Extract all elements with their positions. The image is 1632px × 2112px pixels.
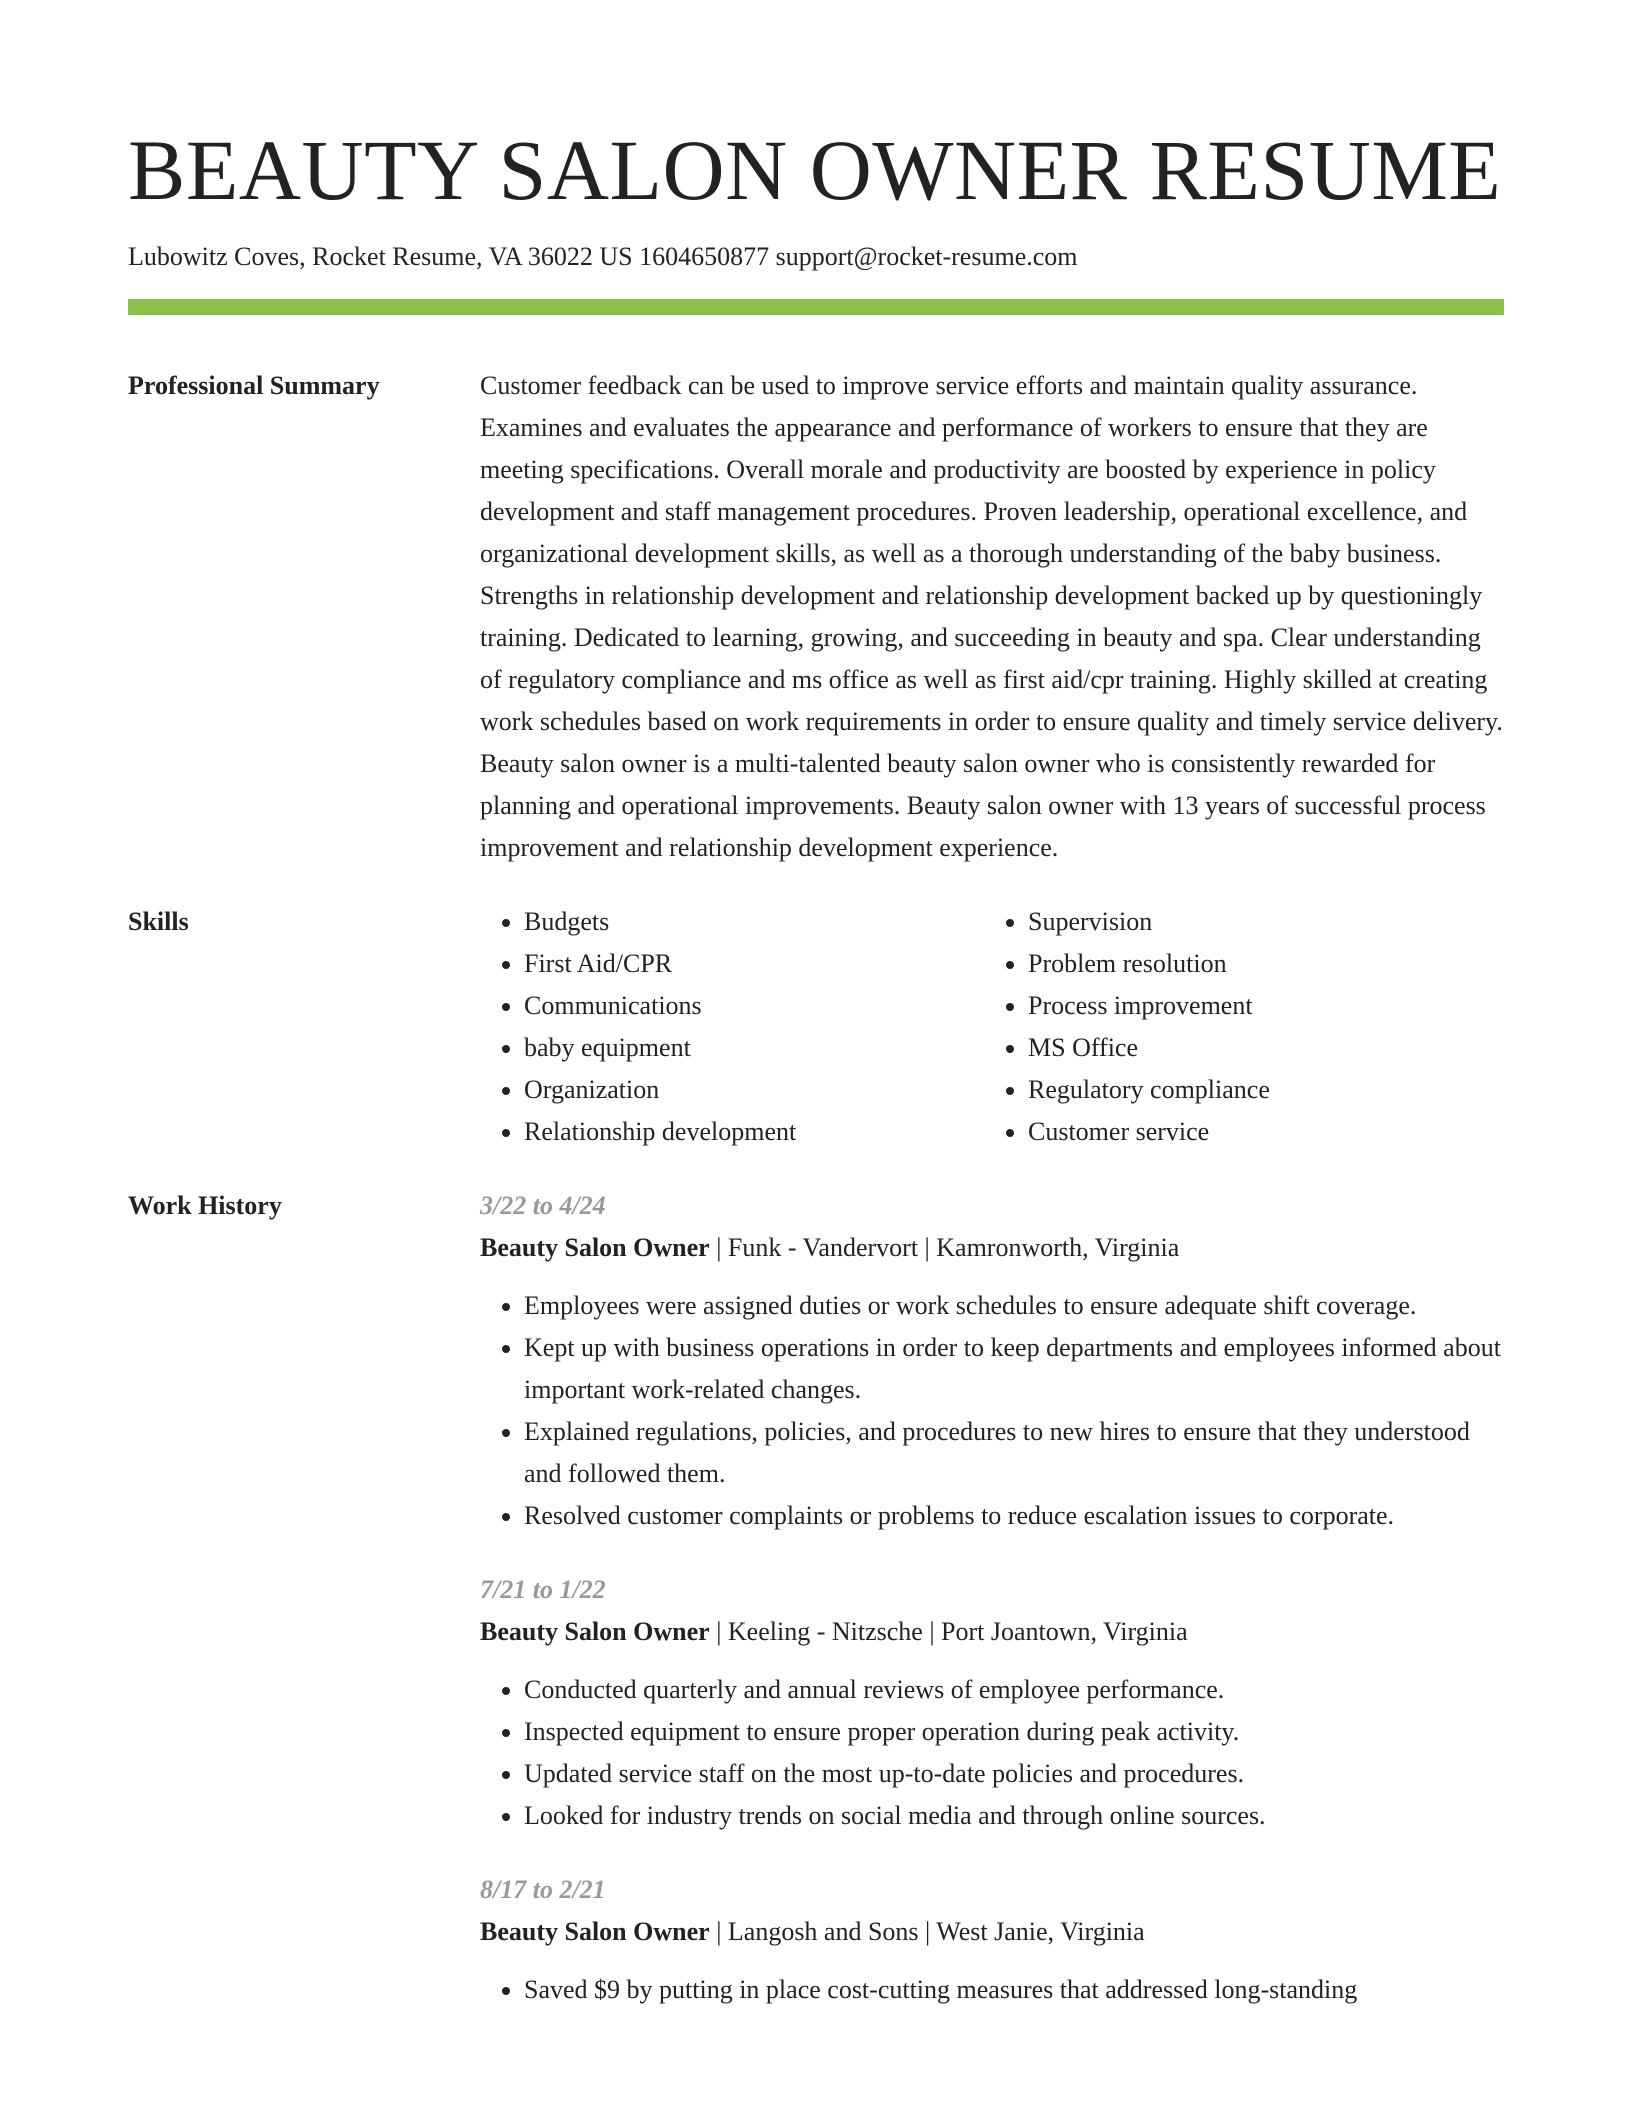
job-title-line [480, 1911, 1504, 1953]
skill-item: • Problem resolution [1028, 943, 1488, 985]
accent-divider [128, 299, 1504, 315]
skill-item: • Relationship development [524, 1111, 984, 1153]
job-duty: • Conducted quarterly and annual reviews of employee performance. [524, 1669, 1504, 1711]
job-details: | Funk - Vandervort | Kamronworth, Virginia [709, 1233, 1180, 1262]
job-title: Beauty Salon Owner [480, 1233, 710, 1262]
job-entry [480, 1569, 1504, 1837]
skill-item: • baby equipment [524, 1027, 984, 1069]
skill-item: • First Aid/CPR [524, 943, 984, 985]
resume-page [128, 0, 1504, 2043]
work-history-label: Work History [128, 1191, 282, 1220]
job-title-line [480, 1611, 1504, 1653]
skill-item: • Regulatory compliance [1028, 1069, 1488, 1111]
job-date: 3/22 to 4/24 [480, 1191, 606, 1220]
job-duty: • Kept up with business operations in order to keep departments and employees informed about important work-related changes. [524, 1327, 1504, 1411]
job-title-line [480, 1227, 1504, 1269]
job-entry [480, 1869, 1504, 2011]
skill-item: • Organization [524, 1069, 984, 1111]
skill-item: • MS Office [1028, 1027, 1488, 1069]
skills-list-right [984, 901, 1488, 1153]
contact-line: Lubowitz Coves, Rocket Resume, VA 36022 US 1604650877 support@rocket-resume.com [128, 242, 1078, 271]
job-duties [480, 1669, 1504, 1837]
job-duties [480, 1285, 1504, 1537]
job-date: 8/17 to 2/21 [480, 1875, 606, 1904]
job-title: Beauty Salon Owner [480, 1617, 710, 1646]
skills-label: Skills [128, 907, 189, 936]
resume-title: BEAUTY SALON OWNER RESUME [128, 122, 1502, 218]
job-duty: • Inspected equipment to ensure proper operation during peak activity. [524, 1711, 1504, 1753]
job-duty: • Explained regulations, policies, and procedures to new hires to ensure that they understood and followed them. [524, 1411, 1504, 1495]
skills-columns [480, 901, 1504, 1153]
work-history-section [128, 1185, 1504, 2043]
skill-item: • Budgets [524, 901, 984, 943]
job-duty: • Looked for industry trends on social media and through online sources. [524, 1795, 1504, 1837]
work-history-body [480, 1185, 1504, 2043]
skill-item: • Supervision [1028, 901, 1488, 943]
job-duty: • Employees were assigned duties or work schedules to ensure adequate shift coverage. [524, 1285, 1504, 1327]
skills-column-right [984, 901, 1488, 1153]
job-duties [480, 1969, 1504, 2011]
skill-item: • Customer service [1028, 1111, 1488, 1153]
skill-item: • Process improvement [1028, 985, 1488, 1027]
job-duty: • Resolved customer complaints or problems to reduce escalation issues to corporate. [524, 1495, 1504, 1537]
skills-section [128, 901, 1504, 1153]
job-duty: • Updated service staff on the most up-to-date policies and procedures. [524, 1753, 1504, 1795]
skills-list-left [480, 901, 984, 1153]
summary-text: Customer feedback can be used to improve service efforts and maintain quality assurance. Examines and evaluates the appearance and performance of workers to ensure that they are meeting specifications. Overall morale and productivity are boosted by experience in policy development and staff management procedures. Proven leadership, operational excellence, and organizational development skills, as well as a thorough understanding of the baby business. Strengths in relationship development and relationship development backed up by questioningly training. Dedicated to learning, growing, and succeeding in beauty and spa. Clear understanding of regulatory compliance and ms office as well as first aid/cpr training. Highly skilled at creating work schedules based on work requirements in order to ensure quality and timely service delivery. Beauty salon owner is a multi-talented beauty salon owner who is consistently rewarded for planning and operational improvements. Beauty salon owner with 13 years of successful process improvement and relationship development experience. [480, 371, 1503, 862]
job-duty: • Saved $9 by putting in place cost-cutting measures that addressed long-standing [524, 1969, 1504, 2011]
skills-column-left [480, 901, 984, 1153]
job-entry [480, 1185, 1504, 1537]
job-title: Beauty Salon Owner [480, 1917, 710, 1946]
summary-section [128, 365, 1504, 869]
summary-label: Professional Summary [128, 371, 380, 400]
skill-item: • Communications [524, 985, 984, 1027]
job-details: | Langosh and Sons | West Janie, Virginia [709, 1917, 1145, 1946]
job-date: 7/21 to 1/22 [480, 1575, 606, 1604]
job-details: | Keeling - Nitzsche | Port Joantown, Virginia [709, 1617, 1188, 1646]
